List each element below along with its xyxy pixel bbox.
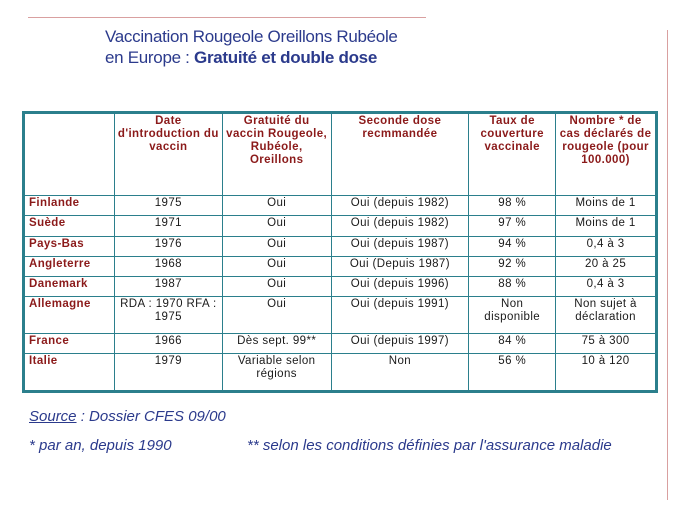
cell-intro-date: 1968 [114,256,222,276]
cell-cases-count: Non sujet à déclaration [556,297,656,334]
table-row [25,196,656,216]
cell-country: Pays-Bas [25,236,115,256]
cell-free-vaccine: Oui [222,216,331,236]
header-country [25,114,115,196]
table-header-row [25,114,656,196]
table-row [25,297,656,334]
cell-country: Suède [25,216,115,236]
cell-cases-count: 0,4 à 3 [556,236,656,256]
top-divider [28,17,426,18]
cell-coverage-rate: Non disponible [469,297,556,334]
cell-coverage-rate: 92 % [469,256,556,276]
source-label: Source [29,408,77,425]
cell-cases-count: Moins de 1 [556,196,656,216]
cell-free-vaccine: Oui [222,256,331,276]
cell-intro-date: 1979 [114,354,222,391]
cell-country: Angleterre [25,256,115,276]
cell-coverage-rate: 56 % [469,354,556,391]
cell-intro-date: 1966 [114,333,222,353]
source-text: : Dossier CFES 09/00 [76,408,226,425]
cell-free-vaccine: Oui [222,236,331,256]
footnote-1: * par an, depuis 1990 [29,437,172,454]
vaccination-table [24,113,656,391]
cell-cases-count: 75 à 300 [556,333,656,353]
cell-intro-date: 1971 [114,216,222,236]
slide-title [105,26,398,68]
header-free-vaccine: Gratuité du vaccin Rougeole, Rubéole, Oreillons [222,114,331,196]
cell-country: Allemagne [25,297,115,334]
cell-country: Italie [25,354,115,391]
footnote-2: ** selon les conditions définies par l'assurance maladie [247,437,612,454]
cell-coverage-rate: 88 % [469,277,556,297]
cell-cases-count: 10 à 120 [556,354,656,391]
title-line-2 [105,47,398,68]
cell-country: Danemark [25,277,115,297]
header-second-dose: Seconde dose recmmandée [331,114,469,196]
cell-intro-date: 1975 [114,196,222,216]
table-row [25,216,656,236]
right-divider [667,30,668,500]
cell-free-vaccine: Dès sept. 99** [222,333,331,353]
cell-intro-date: 1987 [114,277,222,297]
cell-cases-count: 20 à 25 [556,256,656,276]
header-coverage-rate: Taux de couverture vaccinale [469,114,556,196]
cell-free-vaccine: Oui [222,196,331,216]
cell-coverage-rate: 84 % [469,333,556,353]
table-row [25,277,656,297]
table-row [25,333,656,353]
cell-coverage-rate: 94 % [469,236,556,256]
header-cases-count: Nombre * de cas déclarés de rougeole (pour 100.000) [556,114,656,196]
header-intro-date: Date d'introduction du vaccin [114,114,222,196]
table-row [25,236,656,256]
table-row [25,354,656,391]
title-line-2-prefix: en Europe : [105,48,195,67]
title-line-2-bold: Gratuité et double dose [194,48,377,67]
cell-second-dose: Oui (depuis 1996) [331,277,469,297]
cell-free-vaccine: Oui [222,297,331,334]
cell-country: Finlande [25,196,115,216]
cell-cases-count: Moins de 1 [556,216,656,236]
cell-second-dose: Oui (depuis 1987) [331,236,469,256]
cell-second-dose: Oui (depuis 1982) [331,196,469,216]
footnotes [29,437,669,454]
cell-intro-date: RDA : 1970 RFA : 1975 [114,297,222,334]
cell-second-dose: Oui (depuis 1982) [331,216,469,236]
vaccination-table-wrapper [22,111,658,393]
table-row [25,256,656,276]
cell-cases-count: 0,4 à 3 [556,277,656,297]
cell-second-dose: Non [331,354,469,391]
cell-free-vaccine: Oui [222,277,331,297]
cell-country: France [25,333,115,353]
cell-second-dose: Oui (depuis 1991) [331,297,469,334]
title-line-1: Vaccination Rougeole Oreillons Rubéole [105,27,398,46]
cell-coverage-rate: 97 % [469,216,556,236]
cell-second-dose: Oui (depuis 1997) [331,333,469,353]
cell-free-vaccine: Variable selon régions [222,354,331,391]
cell-intro-date: 1976 [114,236,222,256]
cell-coverage-rate: 98 % [469,196,556,216]
source-line [29,408,226,425]
cell-second-dose: Oui (Depuis 1987) [331,256,469,276]
